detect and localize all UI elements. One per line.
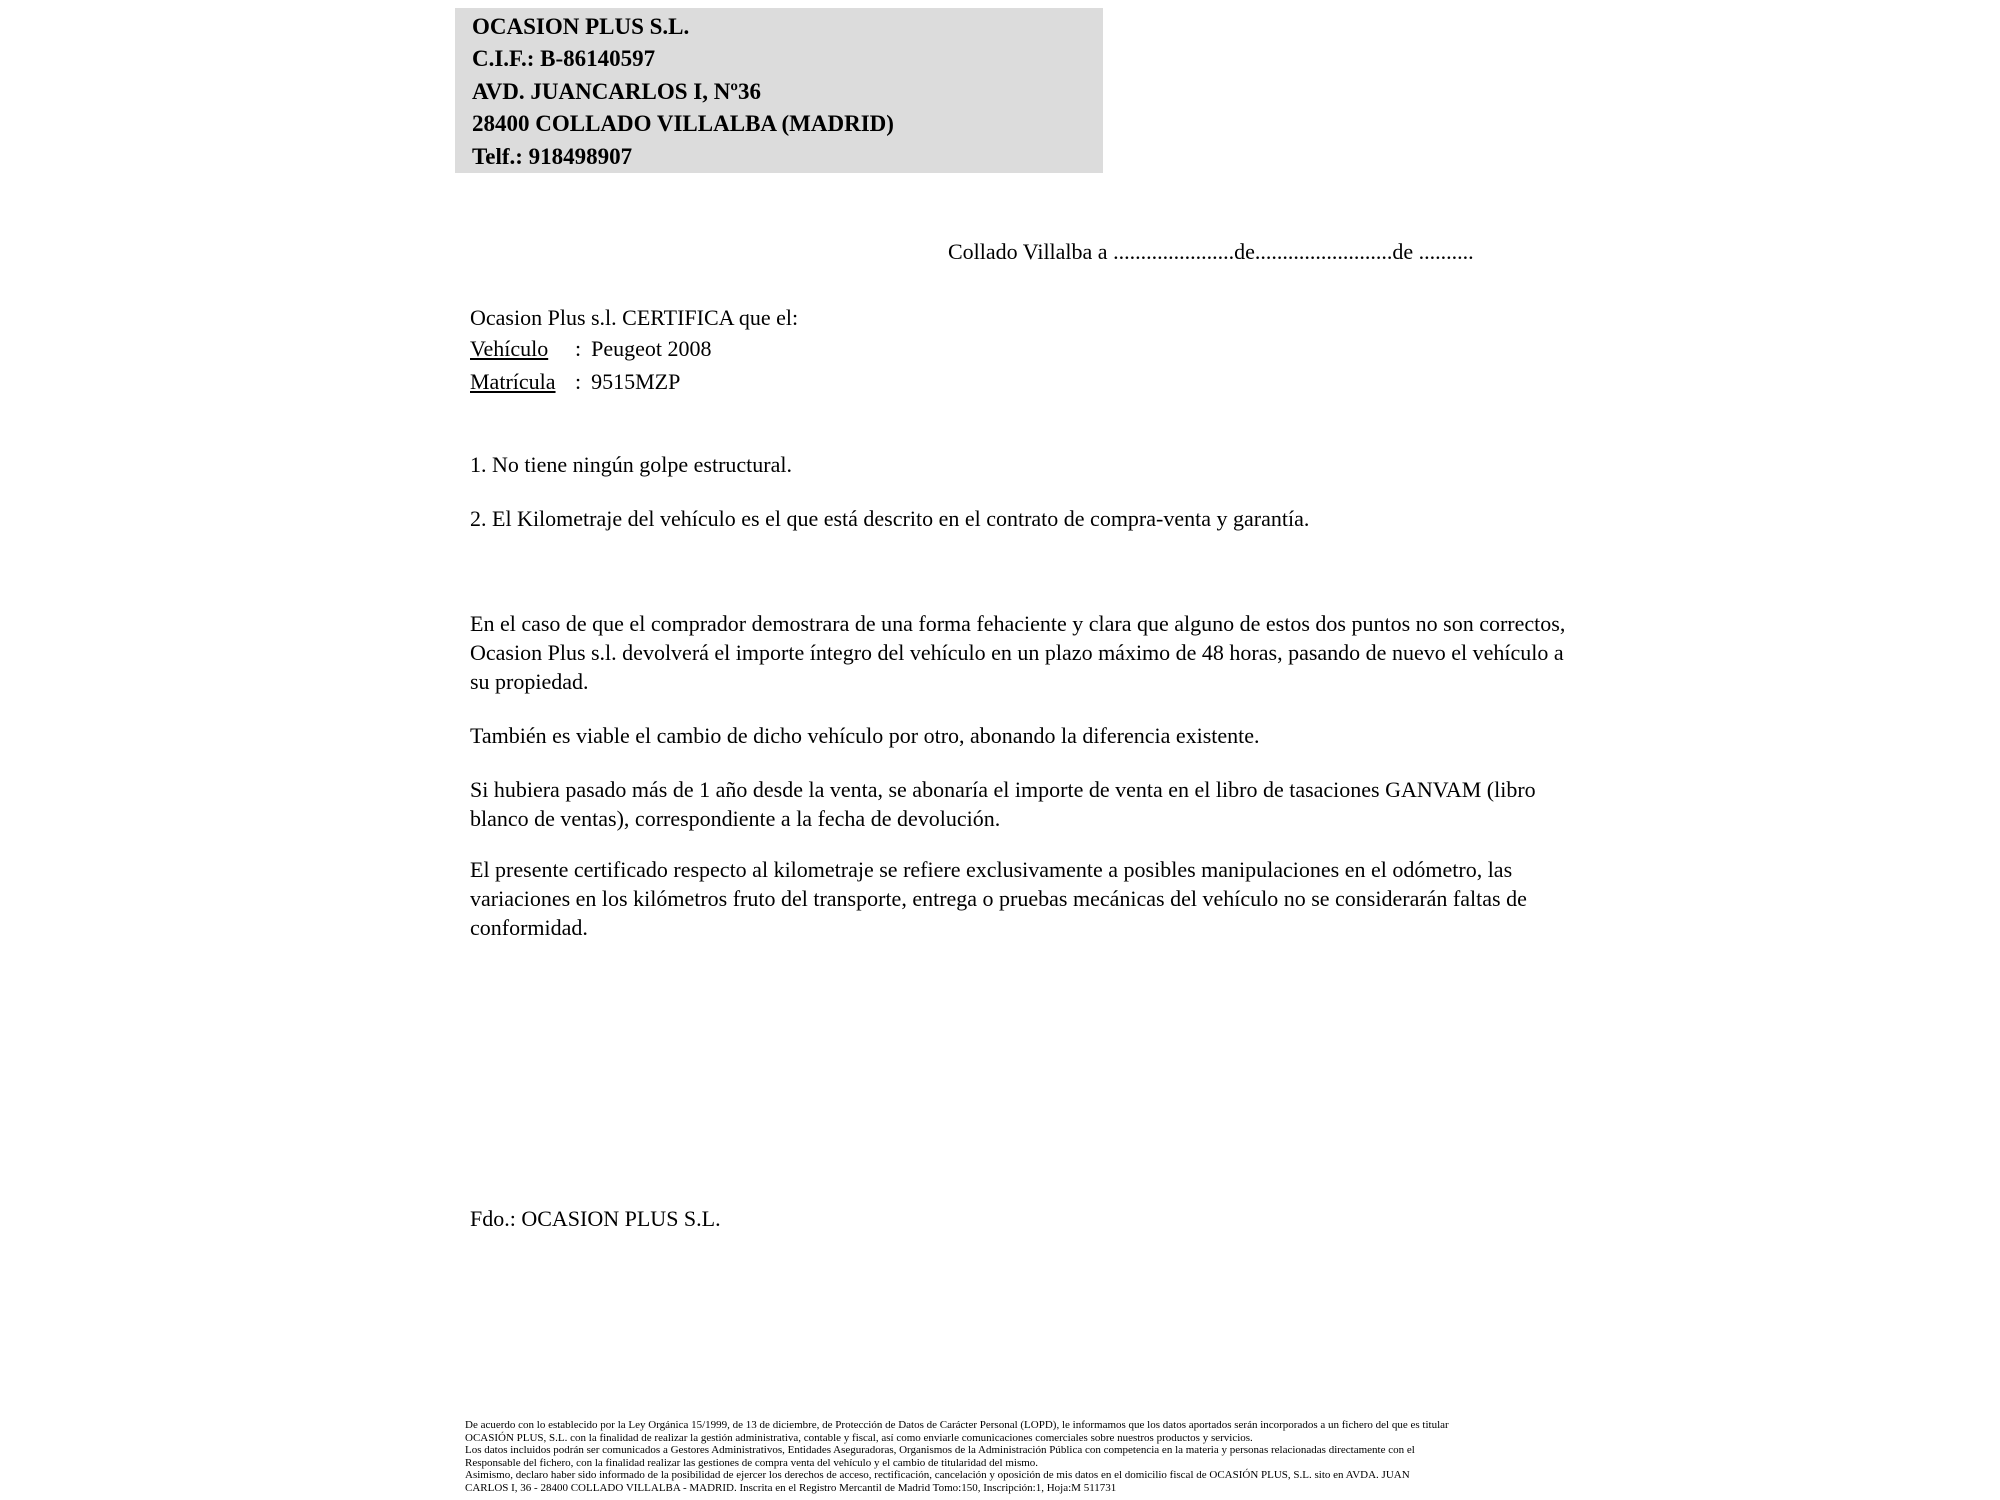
vehicle-field-label: Vehículo [470,336,549,361]
vehicle-field-separator: : [575,336,582,361]
company-header-box [455,8,1103,173]
plate-field-row [470,365,1580,398]
vehicle-field-row [470,332,1580,365]
paragraph-refund-policy: En el caso de que el comprador demostrara de una forma fehaciente y clara que alguno de estos dos puntos no son correctos, Ocasion Plus s.l. devolverá el importe íntegro del vehículo en un plazo máximo de 48 horas, pasando de nuevo el vehículo a su propiedad. [470,611,1566,694]
legal-footer-line-5: Asimismo, declaro haber sido informado de la posibilidad de ejercer los derechos de acceso, rectificación, cancelación y oposición de mis datos en el domicilio fiscal de OCASIÓN PLUS, S.L. sito en AVDA. JUAN [465,1469,1410,1482]
company-city-line: 28400 COLLADO VILLALBA (MADRID) [472,111,894,137]
company-phone-line: Telf.: 918498907 [472,143,633,169]
company-name-line: OCASION PLUS S.L. [472,14,690,39]
paragraph-ganvam-valuation: Si hubiera pasado más de 1 año desde la venta, se abonaría el importe de venta en el libro de tasaciones GANVAM (libro blanco de ventas), correspondiente a la fecha de devolución. [470,777,1536,831]
plate-field-label: Matrícula [470,369,556,394]
company-address-line: AVD. JUANCARLOS I, Nº36 [472,78,761,104]
signature-line: Fdo.: OCASION PLUS S.L. [470,1206,721,1231]
vehicle-field-value: Peugeot 2008 [591,336,712,361]
company-cif-line: C.I.F.: B-86140597 [472,46,656,72]
certified-point-2: 2. El Kilometraje del vehículo es el que está descrito en el contrato de compra-venta y garantía. [470,506,1310,531]
plate-field-separator: : [575,369,582,394]
paragraph-odometer-disclaimer: El presente certificado respecto al kilometraje se refiere exclusivamente a posibles manipulaciones en el odómetro, las variaciones en los kilómetros fruto del transporte, entrega o pruebas mecánicas del vehículo no se considerarán faltas de conformidad. [470,857,1527,940]
legal-footer-line-4: Responsable del fichero, con la finalidad realizar las gestiones de compra venta del vehículo y el cambio de titularidad del mismo. [465,1456,1039,1469]
legal-footer-line-3: Los datos incluidos podrán ser comunicados a Gestores Administrativos, Entidades Aseguradoras, Organismos de la Administración Pública con competencia en la materia y personas relacionadas directamente con el [465,1444,1415,1457]
paragraph-vehicle-exchange: También es viable el cambio de dicho vehículo por otro, abonando la diferencia existente. [470,723,1260,748]
legal-footer-line-1: De acuerdo con lo establecido por la Ley Orgánica 15/1999, de 13 de diciembre, de Protección de Datos de Carácter Personal (LOPD), le informamos que los datos aportados serán incorporados a un fichero del que es titular [465,1419,1449,1431]
certificate-body [470,303,1580,1233]
legal-footer-line-2: OCASIÓN PLUS, S.L. con la finalidad de realizar la gestión administrativa, contable y fiscal, así como enviarle comunicaciones comerciales sobre nuestros productos y servicios. [465,1431,1253,1444]
legal-footer [465,1419,1449,1495]
plate-field-value: 9515MZP [591,369,681,394]
legal-footer-line-6: CARLOS I, 36 - 28400 COLLADO VILLALBA - MADRID. Inscrita en el Registro Mercantil de Madrid Tomo:150, Inscripción:1, Hoja:M 511731 [465,1481,1117,1494]
certified-point-1: 1. No tiene ningún golpe estructural. [470,452,792,477]
date-fill-in-line: Collado Villalba a ......................de.........................de .......... [948,239,1474,264]
certification-intro: Ocasion Plus s.l. CERTIFICA que el: [470,305,799,330]
